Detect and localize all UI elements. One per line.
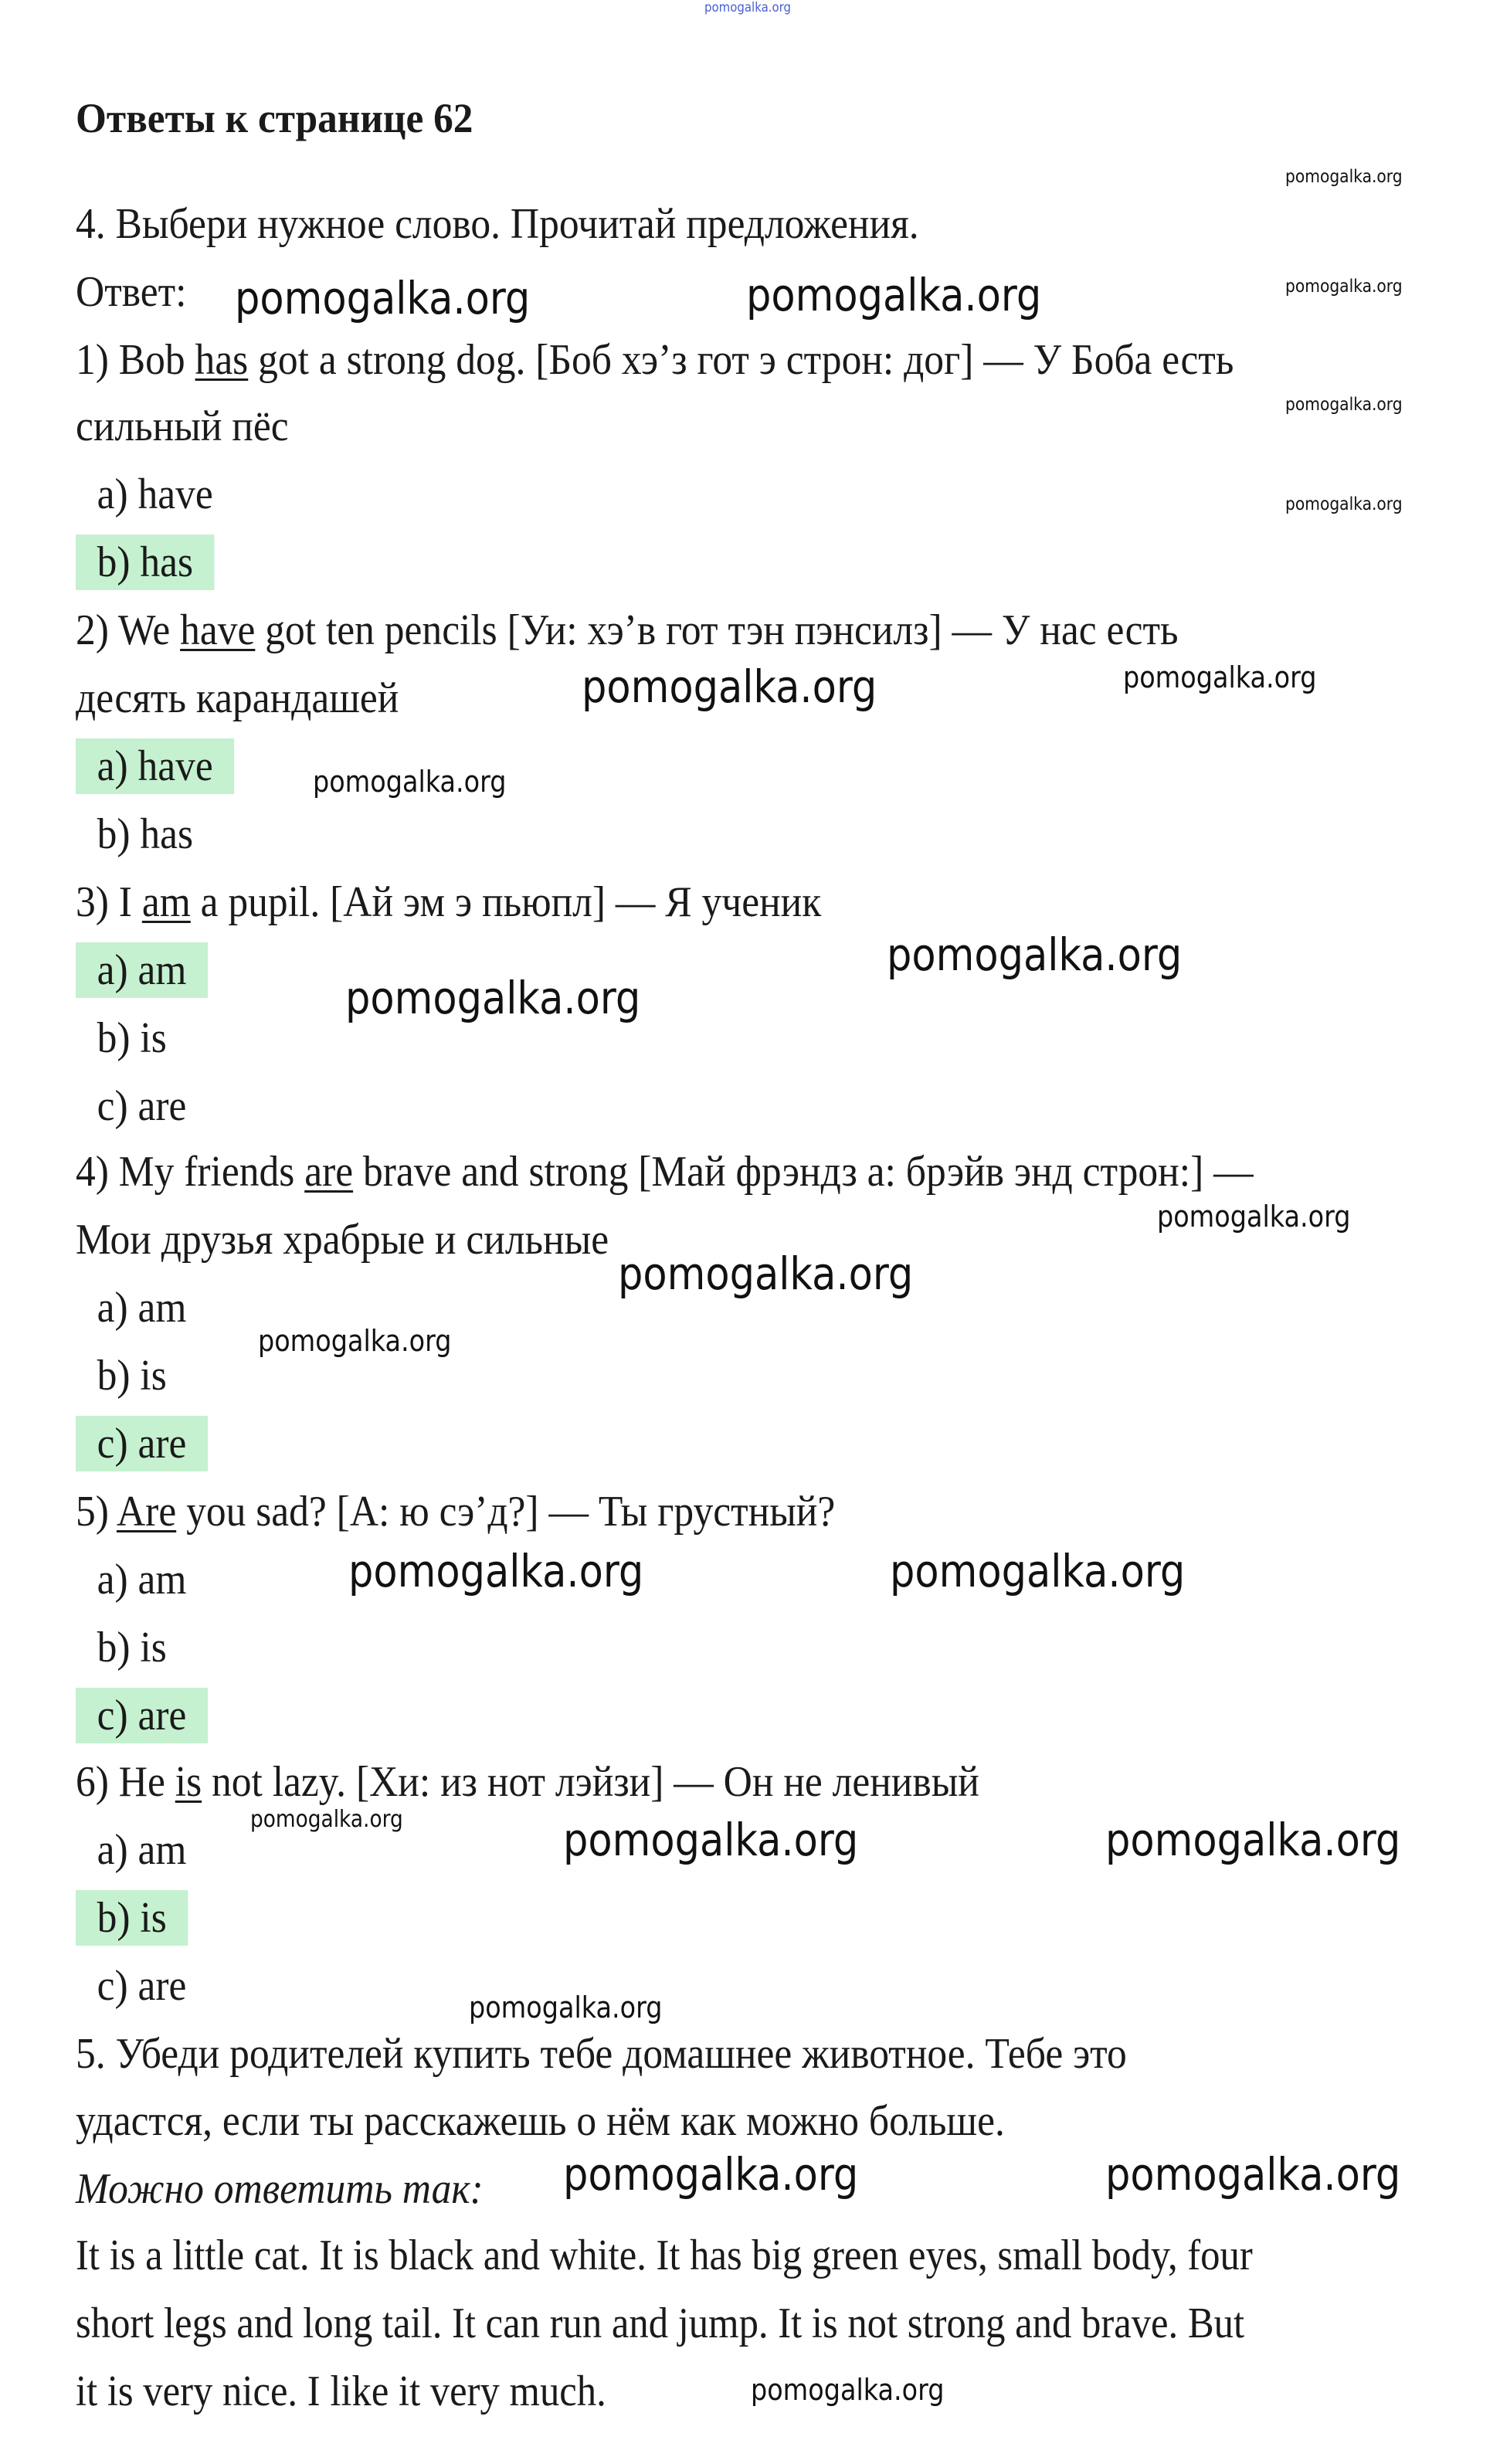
watermark: pomogalka.org bbox=[345, 971, 641, 1024]
header-watermark: pomogalka.org bbox=[704, 0, 792, 15]
correct-option: a) have bbox=[76, 738, 234, 794]
watermark: pomogalka.org bbox=[258, 1324, 452, 1359]
watermark: pomogalka.org bbox=[750, 2373, 945, 2408]
watermark: pomogalka.org bbox=[745, 268, 1042, 321]
question-sentence bbox=[76, 1144, 1254, 1200]
translation-continuation: десять карандашей bbox=[76, 674, 399, 722]
watermark: pomogalka.org bbox=[1285, 394, 1403, 415]
sentence-rest: brave and strong [Май фрэндз а: брэйв энд строн:] — bbox=[353, 1148, 1254, 1196]
watermark: pomogalka.org bbox=[562, 1813, 859, 1866]
correct-option: c) are bbox=[76, 1416, 208, 1471]
task5-heading: удастся, если ты расскажешь о нём как можно больше. bbox=[76, 2097, 1005, 2146]
answer-option: a) am bbox=[97, 1556, 187, 1604]
question-sentence bbox=[76, 332, 1234, 388]
task-heading: 4. Выбери нужное слово. Прочитай предложения. bbox=[76, 200, 919, 249]
underlined-answer-word: has bbox=[195, 336, 249, 385]
watermark: pomogalka.org bbox=[1157, 1199, 1351, 1234]
sentence-rest: not lazy. [Хи: из нот лэйзи] — Он не ленивый bbox=[202, 1757, 979, 1806]
answer-label: Ответ: bbox=[76, 268, 187, 317]
correct-option: a) am bbox=[76, 942, 208, 998]
correct-option: b) has bbox=[76, 535, 215, 590]
underlined-answer-word: am bbox=[141, 877, 191, 926]
watermark: pomogalka.org bbox=[249, 1806, 403, 1834]
watermark: pomogalka.org bbox=[886, 928, 1183, 982]
watermark: pomogalka.org bbox=[312, 765, 507, 799]
answer-text: it is very nice. I like it very much. bbox=[76, 2367, 606, 2416]
question-sentence bbox=[76, 602, 1178, 658]
watermark: pomogalka.org bbox=[617, 1247, 913, 1301]
answer-hint: Можно ответить так: bbox=[76, 2165, 484, 2214]
answer-option: b) is bbox=[97, 1352, 167, 1400]
answer-option: c) are bbox=[97, 1961, 187, 2010]
correct-option: b) is bbox=[76, 1890, 188, 1946]
sentence-start: 3) I bbox=[76, 877, 142, 926]
question-sentence bbox=[76, 1484, 835, 1539]
watermark: pomogalka.org bbox=[562, 2148, 859, 2201]
sentence-start: 5) bbox=[76, 1488, 117, 1536]
answer-option: a) have bbox=[97, 470, 213, 519]
answer-option: a) am bbox=[97, 1284, 187, 1332]
watermark: pomogalka.org bbox=[1285, 167, 1403, 188]
question-sentence bbox=[76, 874, 821, 930]
answer-text: short legs and long tail. It can run and jump. It is not strong and brave. But bbox=[76, 2299, 1245, 2348]
sentence-rest: a pupil. [Ай эм э пьюпл] — Я ученик bbox=[190, 877, 822, 926]
sentence-start: 6) He bbox=[76, 1757, 175, 1806]
task5-heading: 5. Убеди родителей купить тебе домашнее животное. Тебе это bbox=[76, 2029, 1127, 2078]
page-title: Ответы к странице 62 bbox=[76, 95, 473, 142]
sentence-rest: got ten pencils [Уи: хэ’в гот тэн пэнсилз] — У нас есть bbox=[255, 606, 1179, 654]
watermark: pomogalka.org bbox=[889, 1544, 1186, 1597]
underlined-answer-word: are bbox=[304, 1148, 354, 1196]
correct-option: c) are bbox=[76, 1688, 208, 1743]
sentence-rest: you sad? [А: ю сэ’д?] — Ты грустный? bbox=[176, 1488, 836, 1536]
watermark: pomogalka.org bbox=[234, 271, 530, 324]
watermark: pomogalka.org bbox=[1122, 660, 1317, 695]
watermark: pomogalka.org bbox=[469, 1991, 663, 2025]
sentence-rest: got a strong dog. [Боб хэ’з гот э строн: дог] — У Боба есть bbox=[248, 336, 1234, 385]
answer-option: a) am bbox=[97, 1825, 187, 1874]
watermark: pomogalka.org bbox=[582, 660, 877, 713]
question-sentence bbox=[76, 1754, 979, 1810]
underlined-answer-word: Are bbox=[116, 1488, 177, 1536]
sentence-start: 2) We bbox=[76, 606, 181, 654]
watermark: pomogalka.org bbox=[1285, 276, 1403, 297]
underlined-answer-word: have bbox=[180, 606, 256, 654]
watermark: pomogalka.org bbox=[1105, 1813, 1401, 1866]
answer-option: b) is bbox=[97, 1013, 167, 1062]
translation-continuation: Мои друзья храбрые и сильные bbox=[76, 1216, 609, 1264]
watermark: pomogalka.org bbox=[1285, 494, 1403, 514]
answer-option: b) has bbox=[97, 809, 194, 858]
underlined-answer-word: is bbox=[175, 1757, 202, 1806]
sentence-start: 1) Bob bbox=[76, 336, 195, 385]
watermark: pomogalka.org bbox=[348, 1544, 644, 1597]
translation-continuation: сильный пёс bbox=[76, 402, 289, 451]
answer-text: It is a little cat. It is black and white. It has big green eyes, small body, four bbox=[76, 2232, 1253, 2280]
sentence-start: 4) My friends bbox=[76, 1148, 305, 1196]
answer-option: c) are bbox=[97, 1081, 187, 1130]
answer-option: b) is bbox=[97, 1623, 167, 1672]
watermark: pomogalka.org bbox=[1105, 2148, 1401, 2201]
